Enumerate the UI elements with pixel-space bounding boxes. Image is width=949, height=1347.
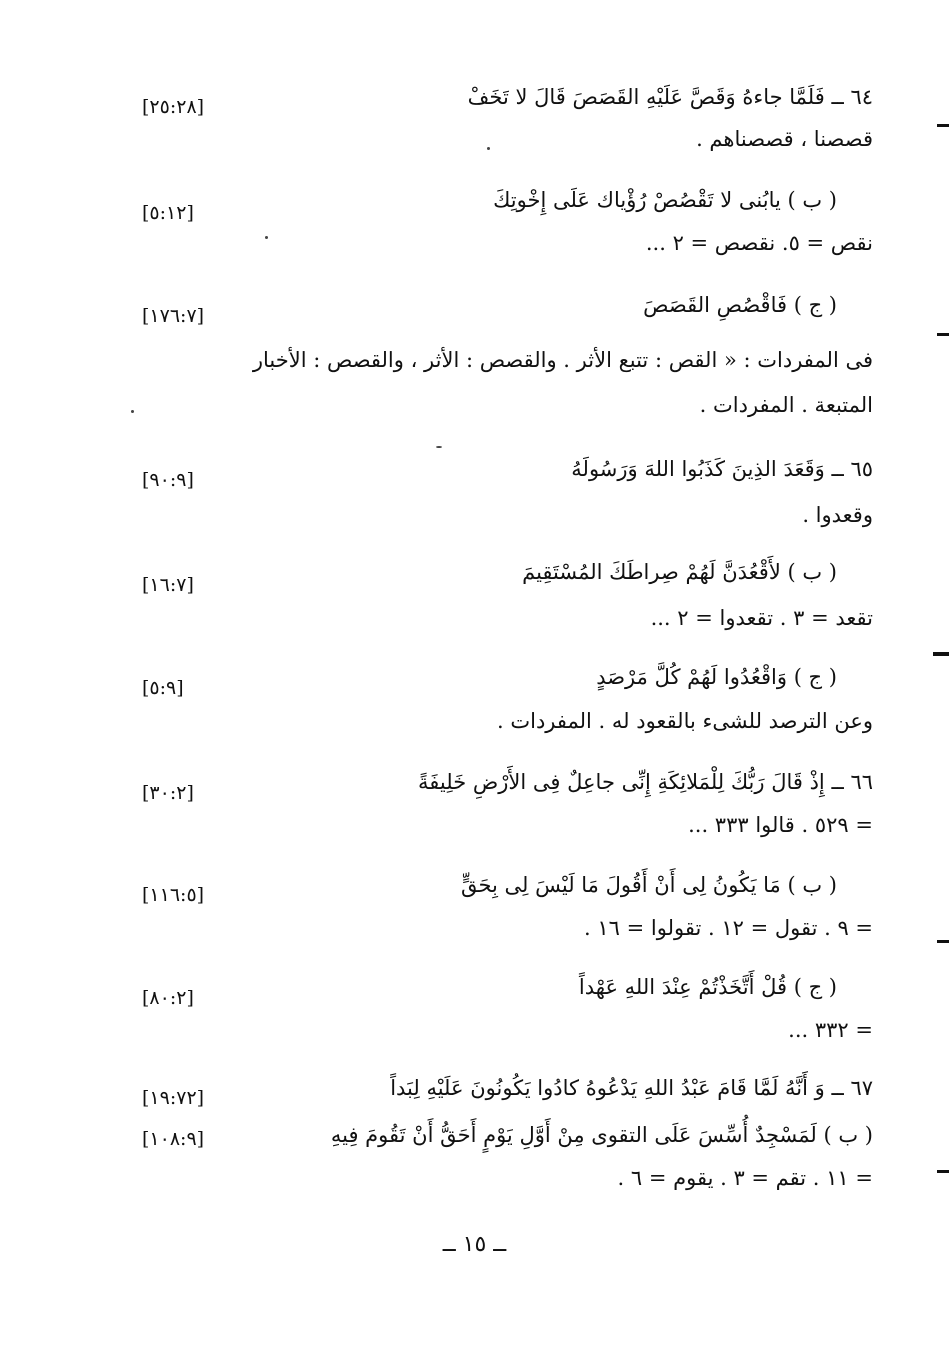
margin-mark: [937, 940, 949, 943]
scan-speck: [265, 236, 268, 239]
margin-mark: [937, 333, 949, 336]
entry-65b-verse: ( ب ) لأَقْعُدَنَّ لَهُمْ صِراطَكَ المُسْتَقِيمَ: [522, 560, 837, 584]
entry-67b-verse: ( ب ) لَمَسْجِدٌ أُسِّسَ عَلَى التقوى مِنْ أَوَّلِ يَوْمٍ أَحَقُّ أَنْ تَقُومَ فِيهِ: [330, 1123, 873, 1147]
entry-66b-reference: [١١٦:٥]: [142, 884, 205, 906]
entry-65-reference: [٩٠:٩]: [142, 469, 194, 491]
entry-65b-note: تقعد = ٣ . تقعدوا = ٢ ...: [650, 606, 873, 630]
entry-67b-reference: [١٠٨:٩]: [142, 1128, 205, 1150]
entry-65c-verse: ( ج ) وَاقْعُدُوا لَهُمْ كُلَّ مَرْصَدٍ: [596, 665, 837, 689]
entry-65-note: وقعدوا .: [802, 503, 873, 527]
margin-mark: [937, 124, 949, 127]
scan-speck: [131, 410, 134, 413]
entry-65-verse: ٦٥ ــ وَقَعَدَ الذِينَ كَذَبُوا اللهَ وَرَسُولَهُ: [571, 457, 873, 481]
entry-66c-reference: [٨٠:٢]: [142, 987, 194, 1009]
entry-64b-verse: ( ب ) يابُنى لا تَقْصُصْ رُؤْياك عَلَى إِخْوتِكَ: [493, 188, 837, 212]
entry-66b-note: = ٩ . تقول = ١٢ . تقولوا = ١٦ .: [584, 916, 873, 940]
mufradat-quote: فى المفردات : « القص : تتبع الأثر . والقصص : الأثر ، والقصص : الأخبار: [252, 348, 873, 372]
entry-66c-verse: ( ج ) قُلْ أَتَّخَذْتُمْ عِنْدَ اللهِ عَهْداً: [578, 975, 837, 999]
entry-64b-reference: [٥:١٢]: [142, 202, 194, 224]
entry-64-verse: ٦٤ ــ فَلَمَّا جاءهُ وَقَصَّ عَلَيْهِ القَصَصَ قَالَ لا تَخَفْ: [467, 85, 873, 109]
scan-speck: [436, 446, 442, 448]
entry-64b-note: نقص = ٥. نقصص = ٢ ...: [645, 231, 873, 255]
entry-65c-reference: [٥:٩]: [142, 677, 184, 699]
entry-66c-note: = ٣٣٢ ...: [788, 1018, 873, 1042]
entry-67b-note: = ١١ . تقم = ٣ . يقوم = ٦ .: [617, 1166, 873, 1190]
entry-64-note: قصصنا ، قصصناهم .: [696, 127, 873, 151]
page-number: ــ ١٥ ــ: [442, 1232, 507, 1257]
entry-66b-verse: ( ب ) مَا يَكُونُ لِى أَنْ أَقُولَ مَا لَيْسَ لِى بِحَقٍّ: [460, 873, 837, 897]
entry-66-note: = ٥٢٩ . قالوا ٣٣٣ ...: [688, 813, 873, 837]
mufradat-quote-cont: المتبعة . المفردات .: [699, 393, 873, 417]
entry-67-verse: ٦٧ ــ وَ أَنَّهُ لَمَّا قَامَ عَبْدُ اللهِ يَدْعُوهُ كادُوا يَكُونُونَ عَلَيْهِ لِبَداً: [390, 1076, 873, 1100]
entry-64c-verse: ( ج ) فَاقْصُصِ القَصَصَ: [643, 293, 837, 317]
entry-65b-reference: [١٦:٧]: [142, 574, 194, 596]
entry-66-verse: ٦٦ ــ إِذْ قَالَ رَبُّكَ لِلْمَلائِكَةِ إِنِّى جاعِلٌ فِى الأَرْضِ خَلِيفَةً: [418, 770, 873, 794]
margin-mark: [937, 1170, 949, 1173]
entry-64-reference: [٢٥:٢٨]: [142, 96, 205, 118]
entry-67-reference: [١٩:٧٢]: [142, 1087, 205, 1109]
entry-64c-reference: [١٧٦:٧]: [142, 305, 205, 327]
scan-speck: [487, 147, 490, 150]
entry-65c-note: وعن الترصد للشىء بالقعود له . المفردات .: [496, 709, 873, 733]
entry-66-reference: [٣٠:٢]: [142, 782, 194, 804]
margin-mark: [933, 652, 949, 656]
